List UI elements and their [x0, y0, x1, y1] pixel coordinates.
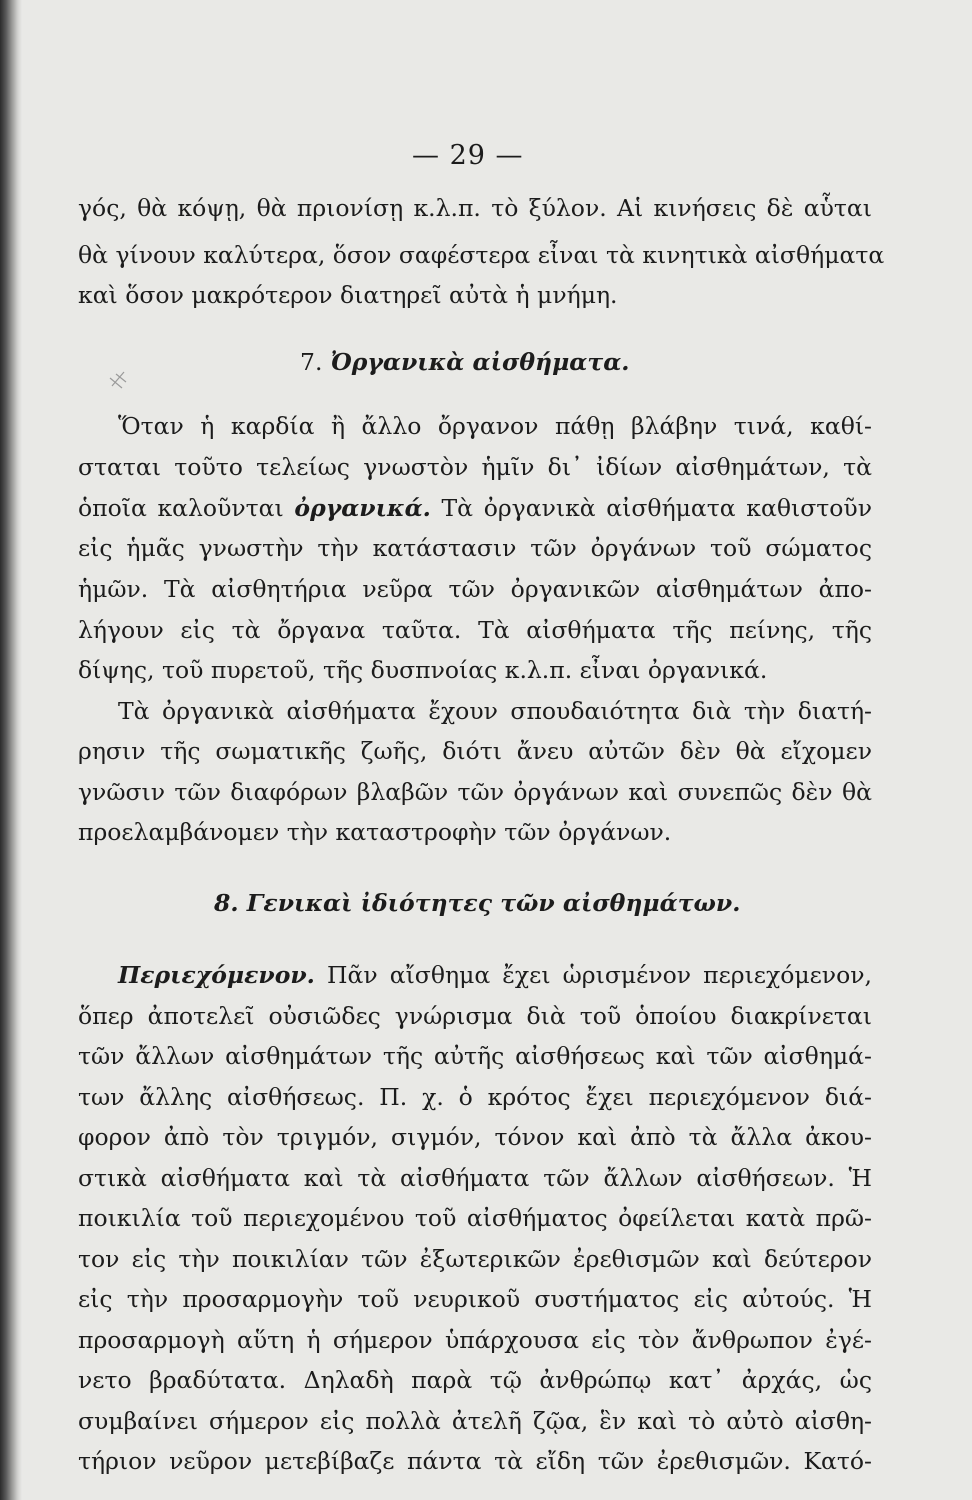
term-content: Περιεχόμενον. — [118, 961, 315, 989]
text-span: Τὰ ὀργανικὰ αἰσθήματα καθιστοῦν — [430, 494, 872, 522]
text-line: γός, θὰ κόψῃ, θὰ πριονίσῃ κ.λ.π. τὸ ξύλον. Αἱ κινήσεις δὲ αὗται — [78, 194, 872, 222]
text-line: των ἄλλης αἰσθήσεως. Π. χ. ὁ κρότος ἔχει περιεχόμενον διά- — [78, 1083, 872, 1111]
text-line: τον εἰς τὴν ποικιλίαν τῶν ἐξωτερικῶν ἐρεθισμῶν καὶ δεύτερον — [78, 1245, 872, 1273]
text-line: συμβαίνει σήμερον εἰς πολλὰ ἀτελῆ ζῷα, ἓν καὶ τὸ αὐτὸ αἰσθη- — [78, 1407, 872, 1435]
text-line: καὶ ὅσον μακρότερον διατηρεῖ αὐτὰ ἡ μνήμη. — [78, 281, 618, 309]
text-line: στικὰ αἰσθήματα καὶ τὰ αἰσθήματα τῶν ἄλλων αἰσθήσεων. Ἡ — [78, 1164, 872, 1192]
text-line: ἡμῶν. Τὰ αἰσθητήρια νεῦρα τῶν ὀργανικῶν αἰσθημάτων ἀπο- — [78, 575, 872, 603]
text-line: δίψης, τοῦ πυρετοῦ, τῆς δυσπνοίας κ.λ.π. εἶναι ὀργανικά. — [78, 656, 768, 684]
section-number: 8. — [214, 889, 239, 917]
ink-mark-icon — [104, 364, 134, 394]
text-line: νετο βραδύτατα. Δηλαδὴ παρὰ τῷ ἀνθρώπῳ κατ᾽ ἀρχάς, ὡς — [78, 1366, 872, 1394]
text-line: ρησιν τῆς σωματικῆς ζωῆς, διότι ἄνευ αὐτῶν δὲν θὰ εἴχομεν — [78, 737, 872, 765]
text-line: Τὰ ὀργανικὰ αἰσθήματα ἔχουν σπουδαιότητα διὰ τὴν διατή- — [118, 697, 872, 725]
text-line: τῶν ἄλλων αἰσθημάτων τῆς αὐτῆς αἰσθήσεως καὶ τῶν αἰσθημά- — [78, 1042, 872, 1070]
text-line — [118, 955, 872, 995]
text-line: φορον ἀπὸ τὸν τριγμόν, σιγμόν, τόνον καὶ ἀπὸ τὰ ἄλλα ἀκου- — [78, 1123, 872, 1151]
text-line — [78, 488, 872, 528]
text-line: ὅπερ ἀποτελεῖ οὐσιῶδες γνώρισμα διὰ τοῦ ὁποίου διακρίνεται — [78, 1002, 872, 1030]
text-line: θὰ γίνουν καλύτερα, ὅσον σαφέστερα εἶναι τὰ κινητικὰ αἰσθήματα — [78, 241, 885, 269]
text-span: ὁποῖα καλοῦνται — [78, 494, 295, 522]
section-title: Γενικαὶ ἰδιότητες τῶν αἰσθημάτων. — [246, 889, 741, 917]
section-heading-7 — [300, 342, 629, 382]
text-line: γνῶσιν τῶν διαφόρων βλαβῶν τῶν ὀργάνων καὶ συνεπῶς δὲν θὰ — [78, 778, 872, 806]
text-line: τήριον νεῦρον μετεβίβαζε πάντα τὰ εἴδη τῶν ἐρεθισμῶν. Κατό- — [78, 1447, 872, 1475]
text-line: εἰς τὴν προσαρμογὴν τοῦ νευρικοῦ συστήματος εἰς αὐτούς. Ἡ — [78, 1285, 872, 1313]
text-span: Πᾶν αἴσθημα ἔχει ὡρισμένον περιεχόμενον, — [314, 961, 872, 989]
text-line: ποικιλία τοῦ περιεχομένου τοῦ αἰσθήματος ὀφείλεται κατὰ πρῶ- — [78, 1204, 872, 1232]
page-binding-shadow — [0, 0, 22, 1500]
section-title: Ὀργανικὰ αἰσθήματα. — [330, 348, 630, 376]
page-number: — 29 — — [412, 140, 524, 171]
text-line: προσαρμογὴ αὕτη ἡ σήμερον ὑπάρχουσα εἰς τὸν ἄνθρωπον ἐγέ- — [78, 1326, 872, 1354]
section-heading-8 — [214, 883, 740, 923]
text-line: εἰς ἡμᾶς γνωστὴν τὴν κατάστασιν τῶν ὀργάνων τοῦ σώματος — [78, 534, 872, 562]
term-organic: ὀργανικά. — [294, 494, 431, 522]
text-line: λήγουν εἰς τὰ ὄργανα ταῦτα. Τὰ αἰσθήματα τῆς πείνης, τῆς — [78, 616, 872, 644]
text-line: σταται τοῦτο τελείως γνωστὸν ἡμῖν δι᾽ ἰδίων αἰσθημάτων, τὰ — [78, 453, 872, 481]
section-number: 7. — [300, 348, 323, 376]
text-line: Ὅταν ἡ καρδία ἢ ἄλλο ὄργανον πάθῃ βλάβην τινά, καθί- — [118, 412, 872, 440]
text-line: προελαμβάνομεν τὴν καταστροφὴν τῶν ὀργάνων. — [78, 818, 672, 846]
